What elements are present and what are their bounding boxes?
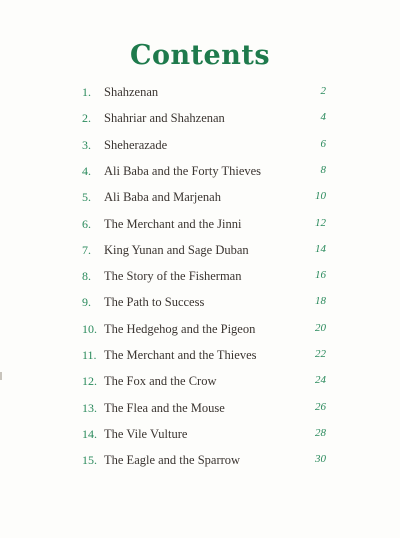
toc-entry-title: The Fox and the Crow [104, 374, 217, 389]
toc-entry-page-number: 4 [320, 111, 326, 124]
page-edge-mark [0, 372, 2, 380]
page-title: Contents [129, 40, 271, 71]
toc-entry-page-number: 26 [315, 400, 326, 413]
toc-entry-page-number: 12 [315, 216, 326, 229]
toc-entry-page-number: 16 [315, 269, 326, 282]
toc-entry-number: 1. [82, 85, 91, 99]
toc-entry-number: 12. [82, 374, 97, 389]
toc-entry[interactable] [0, 190, 400, 212]
toc-entry-number: 13. [82, 400, 97, 415]
toc-entry-number: 9. [82, 295, 91, 310]
toc-entry-number: 15. [82, 453, 97, 468]
toc-entry[interactable] [0, 138, 400, 160]
toc-entry-number: 8. [82, 269, 91, 284]
toc-entry[interactable] [0, 269, 400, 291]
toc-entry-page-number: 18 [315, 295, 326, 308]
toc-entry[interactable] [0, 295, 400, 317]
toc-entry-title: Ali Baba and Marjenah [104, 190, 221, 205]
toc-entry-page-number: 10 [315, 190, 326, 203]
toc-entry-number: 3. [82, 137, 91, 152]
toc-entry-title: The Merchant and the Jinni [104, 216, 242, 231]
toc-entry-title: Shahzenan [104, 85, 159, 99]
toc-entry[interactable] [0, 322, 400, 344]
toc-entry-number: 10. [82, 321, 97, 336]
toc-entry-number: 6. [82, 216, 91, 231]
toc-entry-number: 14. [82, 426, 97, 441]
toc-entry-number: 11. [82, 348, 97, 362]
toc-entry[interactable] [0, 111, 400, 133]
toc-entry[interactable] [0, 401, 400, 423]
toc-entry-title: The Vile Vulture [104, 426, 188, 441]
toc-entry-page-number: 8 [320, 163, 326, 176]
toc-entry-title: Sheherazade [104, 137, 168, 152]
toc-entry[interactable] [0, 217, 400, 239]
toc-entry-page-number: 2 [320, 85, 326, 97]
toc-entry[interactable] [0, 243, 400, 265]
toc-entry-number: 2. [82, 111, 91, 126]
toc-entry-title: The Eagle and the Sparrow [104, 453, 241, 468]
toc-entry-page-number: 6 [320, 137, 326, 150]
toc-entry-page-number: 24 [315, 374, 326, 387]
toc-entry[interactable] [0, 348, 400, 370]
toc-entry-title: The Story of the Fisherman [104, 269, 242, 284]
toc-entry[interactable] [0, 85, 400, 107]
toc-entry-page-number: 22 [315, 348, 326, 360]
toc-entry-number: 5. [82, 190, 91, 205]
toc-entry[interactable] [0, 164, 400, 186]
toc-entry-title: The Flea and the Mouse [104, 400, 225, 415]
toc-entry[interactable] [0, 453, 400, 475]
toc-entry-page-number: 28 [315, 426, 326, 439]
toc-entry-title: King Yunan and Sage Duban [104, 242, 249, 257]
toc-entry-title: The Hedgehog and the Pigeon [104, 321, 256, 336]
toc-entry[interactable] [0, 374, 400, 396]
toc-entry[interactable] [0, 427, 400, 449]
toc-entry-title: Shahriar and Shahzenan [104, 111, 225, 126]
toc-entry-title: The Path to Success [104, 295, 205, 310]
toc-entry-number: 4. [82, 163, 91, 178]
toc-entry-page-number: 30 [315, 453, 326, 466]
toc-entry-title: Ali Baba and the Forty Thieves [104, 163, 262, 178]
toc-entry-title: The Merchant and the Thieves [104, 348, 257, 362]
toc-entry-page-number: 20 [315, 321, 326, 334]
toc-entry-number: 7. [82, 242, 91, 257]
toc-entry-page-number: 14 [315, 242, 326, 255]
